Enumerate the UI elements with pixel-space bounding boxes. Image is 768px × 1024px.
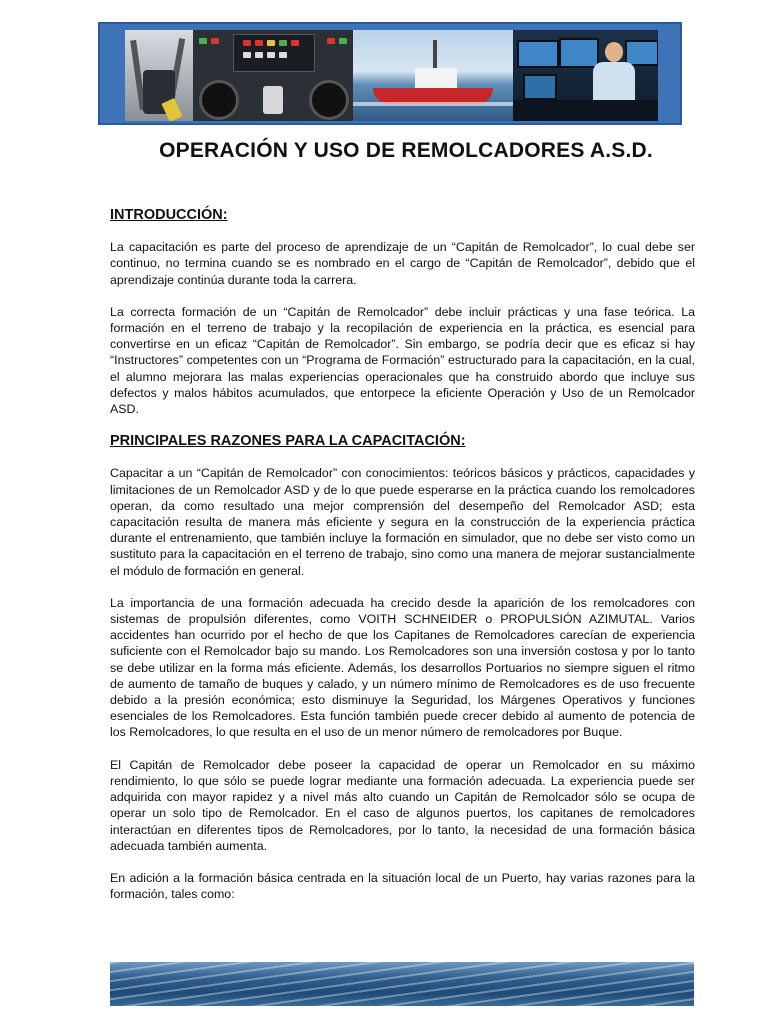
paragraph: La importancia de una formación adecuada ha crecido desde la aparición de los remolcadores con sistemas de propulsión diferentes, como VOITH SCHNEIDER o PROPULSIÓN AZIMUTAL. Varios accidentes han ocurrido por el hecho de que los Capitanes de Remolcadores carecían de experiencia suficiente con el Remolcador bajo su mando. Los Remolcadores son una inversión costosa y por lo tanto se debe utilizar en la forma más eficiente. Además, los desarrollos Portuarios no siempre siguen el ritmo de aumento de tamaño de buques y calado, y un número mínimo de Remolcadores es de uso frecuente debido a la presión económica; esto disminuye la Seguridad, los Márgenes Operativos y funciones esenciales de los Remolcadores. Esta función también puede crecer debido al aumento de potencia de los Remolcadores, lo que resulta en el uso de un menor número de remolcadores por Buque. xyxy=(110,595,695,740)
page-title: OPERACIÓN Y USO DE REMOLCADORES A.S.D. xyxy=(159,139,653,162)
control-console-photo xyxy=(193,30,353,121)
header-banner xyxy=(98,22,682,125)
winch-photo xyxy=(125,30,193,121)
section-heading-introduccion: INTRODUCCIÓN: xyxy=(110,207,228,223)
paragraph: En adición a la formación básica centrada en la situación local de un Puerto, hay varias razones para la formación, tales como: xyxy=(110,870,695,902)
tugboat-photo xyxy=(353,30,513,121)
document-body xyxy=(110,207,695,918)
simulator-photo xyxy=(513,30,658,121)
paragraph: La capacitación es parte del proceso de aprendizaje de un “Capitán de Remolcador”, lo cual debe ser continuo, no termina cuando se es nombrado en el cargo de “Capitán de Remolcador”, debido que el aprendizaje continúa durante toda la carrera. xyxy=(110,240,695,287)
footer-sea-image xyxy=(110,962,694,1006)
section-heading-razones: PRINCIPALES RAZONES PARA LA CAPACITACIÓN: xyxy=(110,433,466,450)
paragraph: La correcta formación de un “Capitán de Remolcador” debe incluir prácticas y una fase teórica. La formación en el terreno de trabajo y la recopilación de experiencia en la práctica, es esencial para convertirse en un eficaz “Capitán de Remolcador”. Sin embargo, se podría decir que es eficaz si hay “Instructores” competentes con un “Programa de Formación” estructurado para la capacitación, en la cual, el alumno mejorara las malas experiencias operacionales que ha construido abordo que incluye sus defectos y malos hábitos acumulados, que entorpece la eficiente Operación y Uso de un Remolcador ASD. xyxy=(110,304,695,417)
paragraph: El Capitán de Remolcador debe poseer la capacidad de operar un Remolcador en su máximo rendimiento, lo que sólo se puede lograr mediante una formación adecuada. La experiencia puede ser adquirida con mayor rapidez y a nivel más alto cuando un Capitán de Remolcador sólo se ocupa de operar un solo tipo de Remolcador. En el caso de algunos puertos, los capitanes de remolcadores interactúan en diferentes tipos de Remolcadores, por lo tanto, la necesidad de una formación básica adecuada también aumenta. xyxy=(110,757,695,853)
paragraph: Capacitar a un “Capitán de Remolcador” con conocimientos: teóricos básicos y prácticos, capacidades y limitaciones de un Remolcador ASD y de lo que puede esperarse en la práctica cuando los remolcadores operan, da como resultado una mejor comprensión del desempeño del Remolcador ASD; esta capacitación resulta de manera más eficiente y segura en la construcción de la experiencia práctica durante el entrenamiento, que también incluye la formación en simulador, que no debe ser visto como un sustituto para la capacitación en el terreno de trabajo, sino como una manera de mejorar sustancialmente el módulo de formación en general. xyxy=(110,466,695,578)
banner-photo-strip xyxy=(125,30,658,121)
